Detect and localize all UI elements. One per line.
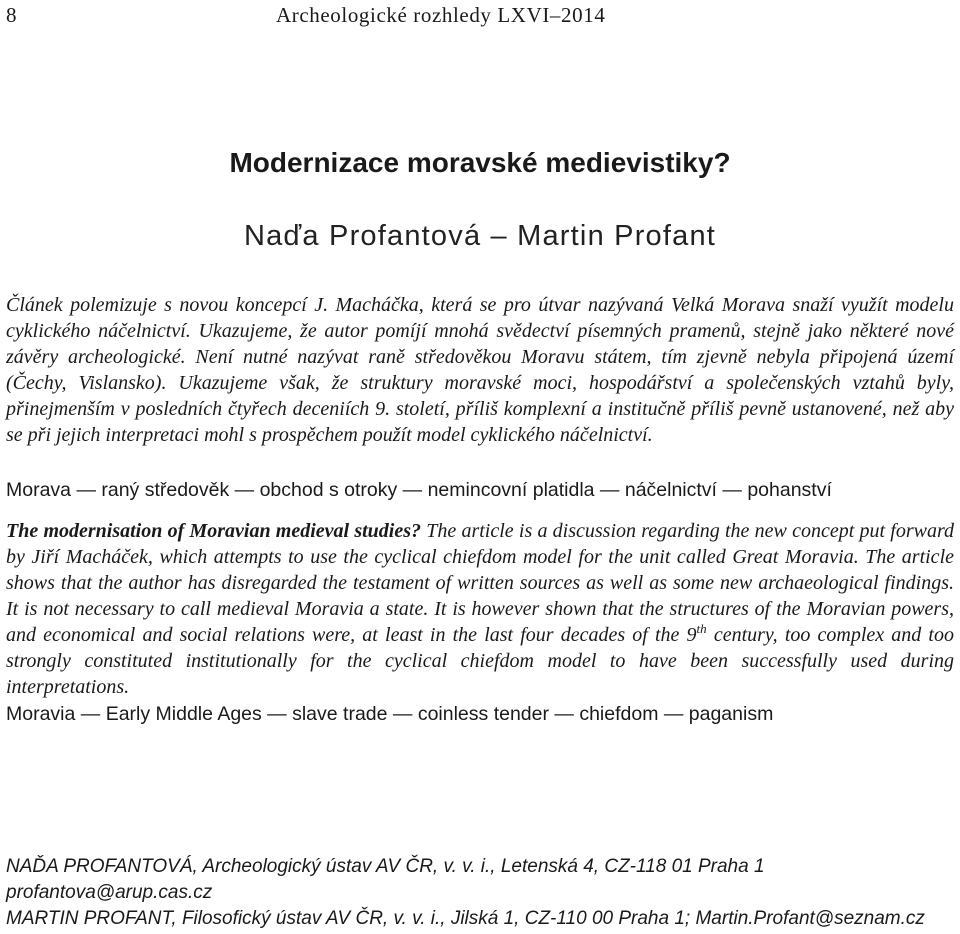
abstract-english-title: The modernisation of Moravian medieval studies?	[6, 520, 422, 542]
ordinal-superscript: th	[696, 621, 707, 636]
running-header	[6, 2, 706, 28]
article-authors: Naďa Profantová – Martin Profant	[243, 220, 717, 252]
page-number: 8	[6, 3, 17, 27]
author-affiliations	[6, 854, 956, 932]
journal-title: Archeologické rozhledy LXVI–2014	[276, 3, 606, 27]
abstract-english	[6, 518, 954, 700]
abstract-english-body-part1: The article is a discussion regarding the new concept put forward by Jiří Macháček, which attempts to use the cyclical chiefdom model for the unit called Great Moravia. The article shows that the author has disregarded the testament of written sources as well as some new archaeological findings. It is not necessary to call medieval Moravia a state. It is however shown that the structures of the Moravian powers, and economical and social relations were, at least in the last four decades of the 9	[6, 520, 954, 646]
article-title: Modernizace moravské medievistiky?	[229, 147, 731, 178]
keywords-english: Moravia — Early Middle Ages — slave trade — coinless tender — chiefdom — paganism	[6, 703, 774, 725]
abstract-czech: Článek polemizuje s novou koncepcí J. Macháčka, která se pro útvar nazývaná Velká Morava snaží využít modelu cyklického náčelnictví. Ukazujeme, že autor pomíjí mnohá svědectví písemných pramenů, stejně jako některé nové závěry archeologické. Není nutné nazývat raně středověkou Moravu státem, tím zjevně nebyla připojená území (Čechy, Vislansko). Ukazujeme však, že struktury moravské moci, hospodářství a společenských vztahů byly, přinejmenším v posledních čtyřech deceniích 9. století, příliš komplexní a institučně příliš pevně ustanovené, než aby se při jejich interpretaci mohl s prospěchem použít model cyklického náčelnictví.	[6, 294, 954, 446]
email-profantova: profantova@arup.cas.cz	[6, 882, 213, 903]
affiliation-profantova: NAĎA PROFANTOVÁ, Archeologický ústav AV ČR, v. v. i., Letenská 4, CZ-118 01 Praha 1	[6, 856, 765, 877]
affiliation-profant: MARTIN PROFANT, Filosofický ústav AV ČR, v. v. i., Jilská 1, CZ-110 00 Praha 1; Martin.Profant@seznam.cz	[6, 908, 925, 929]
keywords-czech: Morava — raný středověk — obchod s otroky — nemincovní platidla — náčelnictví — pohanství	[6, 479, 832, 501]
abstract-english-body-part2: century, too complex and too strongly constituted institutionally for the cyclical chiefdom model to have been successfully used during interpretations.	[6, 624, 954, 698]
